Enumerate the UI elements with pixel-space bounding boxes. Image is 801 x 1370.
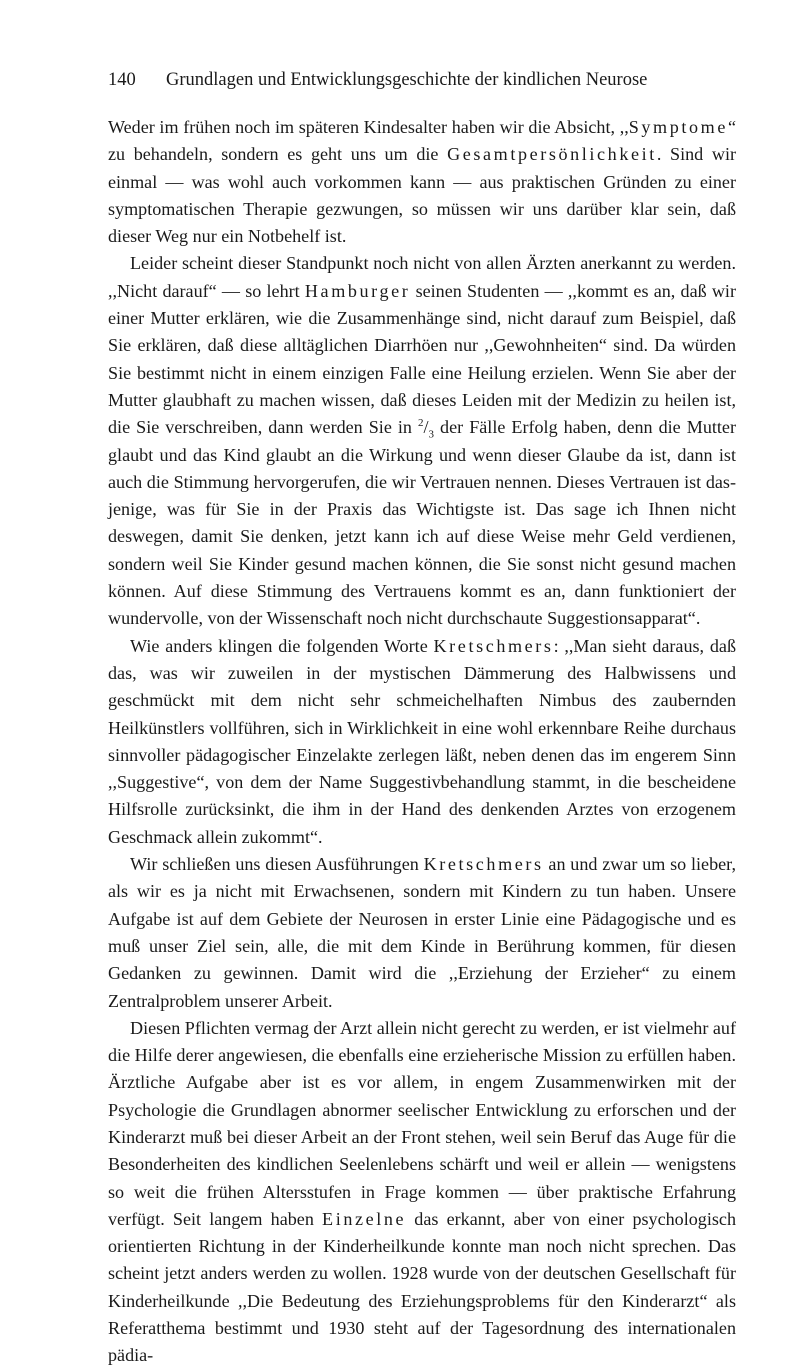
running-title: Grundlagen und Entwicklungsgeschichte der kindlichen Neurose [166, 70, 648, 90]
text-run: der Fälle Erfolg haben, denn die Mutter glaubt und das Kind glaubt an die Wirkung und wenn dieser Glaube da ist, dann ist auch die Stimmung hervorgerufen, die wir Vertrauen nennen. Dieses Vertrauen ist dasjenige, was für Sie in der Praxis das Wichtigste ist. Das sage ich Ihnen nicht deswegen, damit Sie denken, jetzt kann ich auf diese Weise mehr Geld verdienen, sondern weil Sie Kinder gesund machen können, die Sie sonst nicht gesund machen können. Auf diese Stimmung des Vertrauens kommt es an, dann funktioniert der wundervolle, von der Wissenschaft noch nicht durchschaute Suggestionsapparat“. [108, 417, 736, 629]
text-run: Weder im frühen noch im späteren Kindesalter haben wir die Absicht, ,, [108, 117, 629, 137]
spaced-emphasis: Einzelne [322, 1208, 407, 1229]
paragraph [108, 250, 736, 632]
text-run: : ,,Man sieht daraus, daß das, was wir zuweilen in der mystischen Dämmerung des Halbwissens und geschmückt mit dem nicht sehr schmeichelhaften Nimbus des zaubernden Heilkünstlers vollführen, sich in Wirklichkeit in eine wohl erkennbare Reihe durchaus sinnvoller pädagogischer Einzelakte zerlegen läßt, neben denen das im engerem Sinn ,,Suggestive“, von dem der Name Suggestivbehandlung stammt, in die bescheidene Hilfsrolle zurücksinkt, die ihm in der Hand des denkenden Arztes von erzogenem Geschmack allein zukommt“. [108, 635, 736, 847]
fraction-part: 2 [418, 417, 424, 430]
page-number: 140 [108, 70, 136, 90]
text-run: Wie anders klingen die folgenden Worte [130, 635, 434, 656]
spaced-emphasis: Kretschmers [433, 635, 554, 656]
text-run: Diesen Pflichten vermag der Arzt allein nicht gerecht zu werden, er ist vielmehr auf die Hilfe derer angewiesen, die ebenfalls eine erzieherische Mission zu erfüllen haben. Ärztliche Aufgabe aber ist es vor allem, in engem Zusammenwirken mit der Psychologie die Grundlagen abnormer seelischer Entwicklung zu erforschen und der Kinderarzt muß bei dieser Arbeit an der Front stehen, weil sein Beruf das Auge für die Besonderheiten des kindlichen Seelenlebens schärft und weil er allein — wenigstens so weit die frühen Altersstufen in Frage kommen — über praktische Erfahrung verfügt. Seit langem haben [108, 1017, 736, 1229]
text-run: seinen Studenten — ,,kommt es an, daß wir einer Mutter erklären, wie die Zusammenhänge sind, nicht darauf zum Beispiel, daß Sie erklären, daß diese alltäglichen Diarrhöen nur ,,Gewohnheiten“ sind. Da würden Sie bestimmt nicht in einem einzigen Falle eine Heilung erzielen. Wenn Sie aber der Mutter glaubhaft zu machen wissen, daß dieses Leiden mit der Medizin zu heilen ist, die Sie verschreiben, dann werden Sie in [108, 280, 736, 438]
fraction-part: 3 [428, 428, 435, 441]
text-run: Wir schließen uns diesen Ausführungen [130, 854, 424, 875]
text-run: das erkannt, aber von einer psychologisch orientierten Richtung in der Kinderheilkunde konnte man noch nicht sprechen. Das scheint jetzt anders werden zu wollen. 1928 wurde von der deutschen Gesellschaft für Kinderheilkunde ,,Die Bedeutung des Erziehungsproblems für den Kinderarzt“ als Referatthema bestimmt und 1930 steht auf der Tagesordnung des internationalen pädia- [108, 1208, 736, 1366]
body-text [108, 114, 736, 1370]
paragraph [108, 1015, 736, 1370]
paragraph [108, 633, 736, 851]
spaced-emphasis: Symptome [628, 117, 728, 137]
text-run: an und zwar um so lieber, als wir es ja nicht mit Erwachsenen, sondern mit Kindern zu tun haben. Unsere Aufgabe ist auf dem Gebiete der Neurosen in erster Linie eine Pädagogische und es muß unser Ziel sein, alle, die mit dem Kinde in Berührung kommen, für diesen Gedanken zu gewinnen. Damit wird die ,,Erziehung der Erzieher“ zu einem Zentralproblem unserer Arbeit. [108, 854, 736, 1011]
running-head [108, 66, 708, 94]
spaced-emphasis: Kretschmers [423, 854, 544, 875]
paragraph [108, 114, 736, 250]
spaced-emphasis: Gesamtpersönlichkeit [447, 144, 657, 165]
spaced-emphasis: Hamburger [304, 280, 411, 301]
text-run: “ zu behandeln, sondern es geht uns um die [108, 117, 736, 165]
text-run: / [423, 417, 429, 438]
text-run: Leider scheint dieser Standpunkt noch nicht von allen Ärzten anerkannt zu werden. ,,Nicht darauf“ — so lehrt [108, 253, 736, 301]
text-run: . Sind wir einmal — was wohl auch vorkommen kann — aus praktischen Gründen zu einer symptomatischen Therapie gezwungen, so müssen wir uns darüber klar sein, daß dieser Weg nur ein Notbehelf ist. [108, 144, 736, 247]
paragraph [108, 851, 736, 1015]
